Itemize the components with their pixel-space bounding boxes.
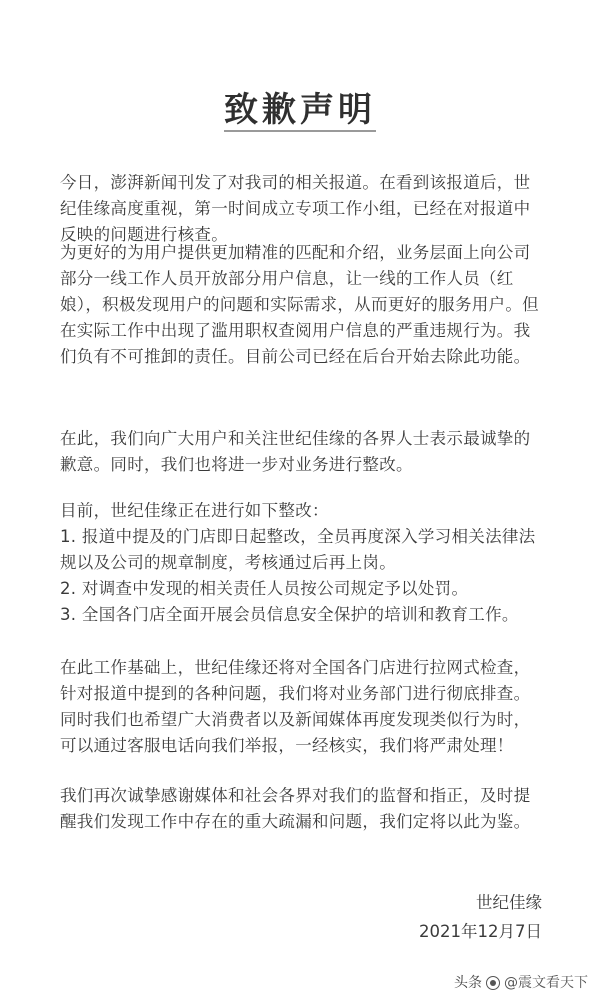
rectification-item-2: 2. 对调查中发现的相关责任人员按公司规定予以处罚。 bbox=[60, 579, 469, 598]
paragraph-text: 为更好的为用户提供更加精准的匹配和介绍，业务层面上向公司部分一线工作人员开放部分用户信息，让一线的工作人员（红娘），积极发现用户的问题和实际需求，从而更好的服务用户。但在实际工作中出现了滥用职权查阅用户信息的严重违规行为。我们负有不可推卸的责任。目前公司已经在后台开始去除此功能。 bbox=[60, 243, 539, 366]
toutiao-logo-icon bbox=[486, 976, 500, 990]
paragraph-text: 我们再次诚挚感谢媒体和社会各界对我们的监督和指正，及时提醒我们发现工作中存在的重大疏漏和问题，我们定将以此为鉴。 bbox=[60, 786, 531, 831]
source-watermark bbox=[454, 972, 588, 992]
paragraph-text: 在此工作基础上，世纪佳缘还将对全国各门店进行拉网式检查，针对报道中提到的各种问题，我们将对业务部门进行彻底排查。同时我们也希望广大消费者以及新闻媒体再度发现类似行为时，可以通过客服电话向我们举报，一经核实，我们将严肃处理！ bbox=[60, 658, 531, 755]
rectification-item-3: 3. 全国各门店全面开展会员信息安全保护的培训和教育工作。 bbox=[60, 605, 519, 624]
rectification-section bbox=[60, 498, 545, 628]
paragraph-closing-1 bbox=[60, 655, 545, 759]
signature-date: 2021年12月7日 bbox=[419, 922, 542, 941]
paragraph-2 bbox=[60, 240, 545, 370]
rectification-intro: 目前，世纪佳缘正在进行如下整改： bbox=[60, 501, 329, 520]
signature-name: 世纪佳缘 bbox=[476, 893, 542, 912]
watermark-author: @震文看天下 bbox=[504, 975, 588, 991]
paragraph-3 bbox=[60, 426, 545, 478]
paragraph-text: 今日，澎湃新闻刊发了对我司的相关报道。在看到该报道后，世纪佳缘高度重视，第一时间成立专项工作小组，已经在对报道中反映的问题进行核查。 bbox=[60, 173, 531, 244]
watermark-source: 头条 bbox=[454, 975, 482, 991]
statement-title: 致歉声明 bbox=[224, 90, 376, 130]
rectification-item-1: 1. 报道中提及的门店即日起整改，全员再度深入学习相关法律法规以及公司的规章制度，考核通过后再上岗。 bbox=[60, 527, 536, 572]
title-underline bbox=[224, 130, 376, 132]
paragraph-text: 在此，我们向广大用户和关注世纪佳缘的各界人士表示最诚挚的歉意。同时，我们也将进一步对业务进行整改。 bbox=[60, 429, 531, 474]
paragraph-closing-2 bbox=[60, 783, 545, 835]
paragraph-1 bbox=[60, 170, 545, 248]
